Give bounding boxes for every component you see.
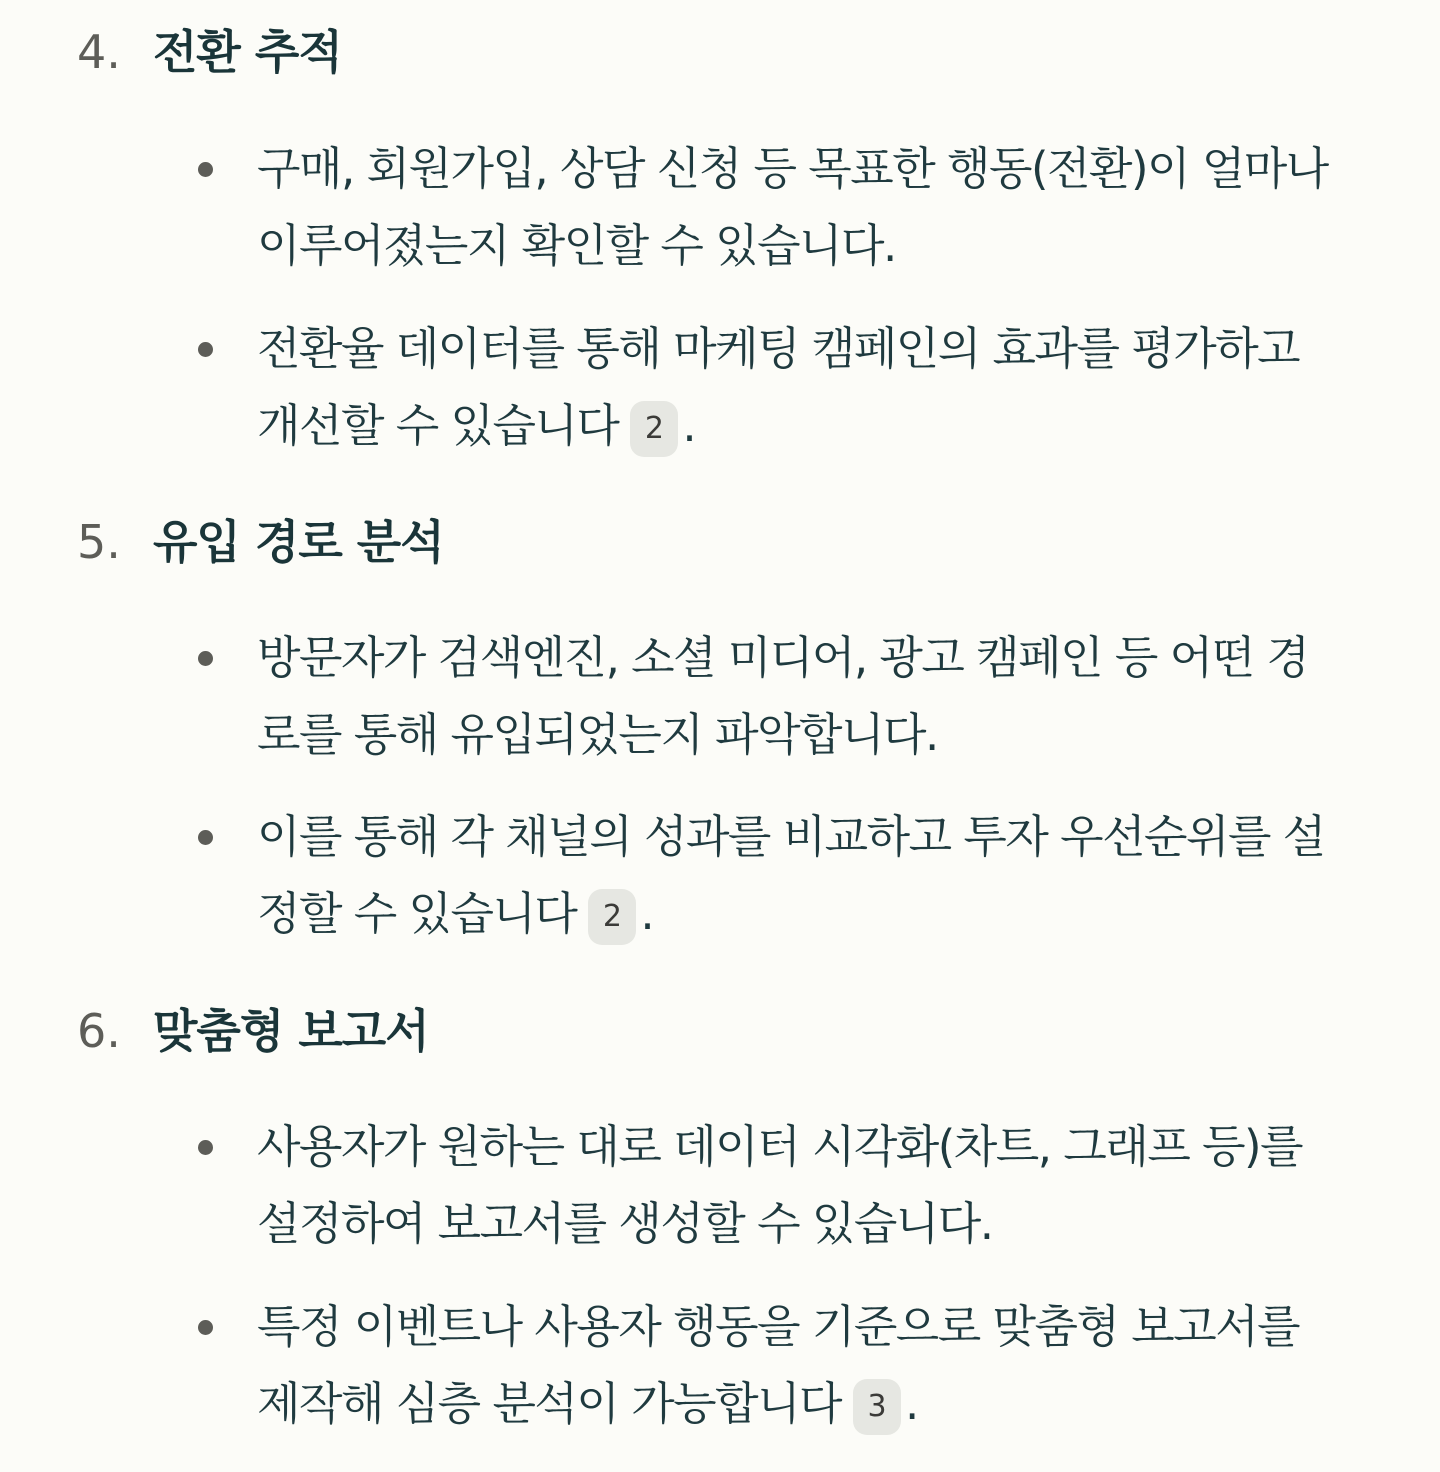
bullet-icon	[198, 162, 213, 177]
bullet-text: 방문자가 검색엔진, 소셜 미디어, 광고 캠페인 등 어떤 경 로를 통해 유입되었는지 파악합니다.	[257, 631, 1309, 761]
bullet-icon	[198, 1140, 213, 1155]
section-title: 맞춤형 보고서	[153, 1004, 429, 1058]
section-title: 전환 추적	[153, 25, 342, 79]
bullet-text: 사용자가 원하는 대로 데이터 시각화(차트, 그래프 등)를 설정하여 보고서를 생성할 수 있습니다.	[257, 1120, 1303, 1250]
section-heading	[0, 512, 1440, 572]
bullet-text: 이를 통해 각 채널의 성과를 비교하고 투자 우선순위를 설 정할 수 있습니다 2 .	[257, 798, 1397, 952]
section-title: 유입 경로 분석	[153, 515, 444, 569]
citation-badge[interactable]: 2	[588, 889, 636, 945]
section-heading	[0, 1001, 1440, 1061]
list-number: 4.	[77, 25, 121, 79]
bullet-text: 특정 이벤트나 사용자 행동을 기준으로 맞춤형 보고서를 제작해 심층 분석이 가능합니다 3 .	[257, 1288, 1397, 1442]
bullet-icon	[198, 342, 213, 357]
list-number: 6.	[77, 1004, 121, 1058]
citation-badge[interactable]: 3	[853, 1379, 901, 1435]
list-number: 5.	[77, 515, 121, 569]
bullet-icon	[198, 651, 213, 666]
section-heading	[0, 22, 1440, 82]
bullet-icon	[198, 1320, 213, 1335]
bullet-text: 구매, 회원가입, 상담 신청 등 목표한 행동(전환)이 얼마나 이루어졌는지 확인할 수 있습니다.	[257, 142, 1328, 272]
bullet-text: 전환율 데이터를 통해 마케팅 캠페인의 효과를 평가하고 개선할 수 있습니다 2 .	[257, 310, 1397, 464]
bullet-icon	[198, 830, 213, 845]
citation-badge[interactable]: 2	[630, 401, 678, 457]
